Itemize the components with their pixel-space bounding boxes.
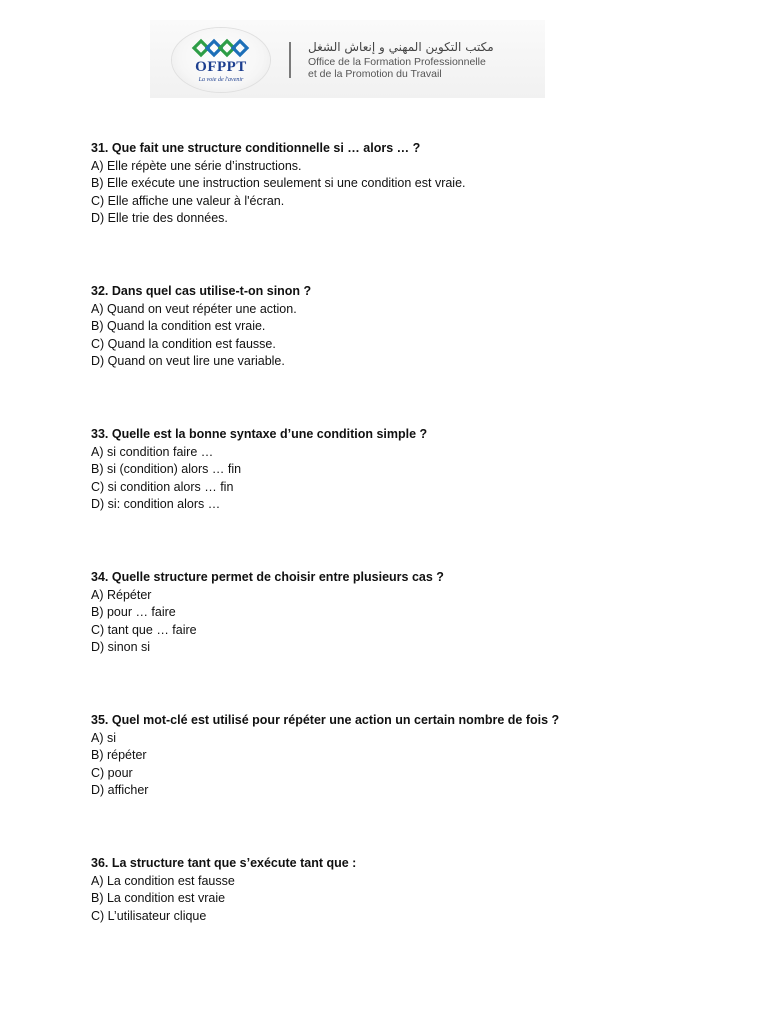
question-31 (91, 140, 731, 283)
question-33 (91, 426, 731, 569)
header-divider (289, 42, 291, 78)
question-title: 31. Que fait une structure conditionnelle si … alors … ? (91, 141, 421, 155)
option-a: A) La condition est fausse (91, 873, 235, 888)
ofppt-logo-mark-icon (190, 37, 252, 59)
option-c: C) si condition alors … fin (91, 479, 234, 494)
option-a: A) Quand on veut répéter une action. (91, 301, 297, 316)
question-title: 35. Quel mot-clé est utilisé pour répéter une action un certain nombre de fois ? (91, 713, 560, 727)
option-a: A) si (91, 730, 116, 745)
option-d: D) Quand on veut lire une variable. (91, 354, 285, 369)
option-b: B) répéter (91, 748, 147, 763)
org-name-line-1: Office de la Formation Professionnelle (308, 56, 486, 68)
option-d: D) si: condition alors … (91, 497, 221, 512)
option-a: A) Répéter (91, 587, 152, 602)
org-name-arabic: مكتب التكوين المهني و إنعاش الشغل (308, 40, 494, 54)
option-b: B) si (condition) alors … fin (91, 462, 242, 477)
option-c: C) Elle affiche une valeur à l'écran. (91, 193, 285, 208)
option-b: B) Elle exécute une instruction seulement si une condition est vraie. (91, 176, 466, 191)
option-c: C) pour (91, 765, 133, 780)
option-a: A) si condition faire … (91, 444, 214, 459)
question-32 (91, 283, 731, 426)
option-a: A) Elle répète une série d’instructions. (91, 158, 302, 173)
question-title: 36. La structure tant que s’exécute tant que : (91, 856, 357, 870)
option-c: C) L’utilisateur clique (91, 908, 207, 923)
document-header (150, 20, 545, 98)
option-d: D) afficher (91, 783, 149, 798)
option-c: C) tant que … faire (91, 622, 197, 637)
option-b: B) Quand la condition est vraie. (91, 319, 266, 334)
question-36 (91, 855, 731, 998)
option-d: D) sinon si (91, 640, 151, 655)
question-title: 32. Dans quel cas utilise-t-on sinon ? (91, 284, 312, 298)
option-d: D) Elle trie des données. (91, 211, 228, 226)
logo-tagline: La voie de l'avenir (198, 77, 244, 83)
logo-text: OFPPT (195, 59, 247, 75)
question-title: 34. Quelle structure permet de choisir entre plusieurs cas ? (91, 570, 444, 584)
question-34 (91, 569, 731, 712)
quiz-body (91, 140, 731, 998)
org-name-line-2: et de la Promotion du Travail (308, 68, 442, 80)
option-b: B) La condition est vraie (91, 891, 226, 906)
question-title: 33. Quelle est la bonne syntaxe d’une condition simple ? (91, 427, 428, 441)
question-35 (91, 712, 731, 855)
option-b: B) pour … faire (91, 605, 176, 620)
option-c: C) Quand la condition est fausse. (91, 336, 276, 351)
ofppt-logo (172, 28, 270, 92)
